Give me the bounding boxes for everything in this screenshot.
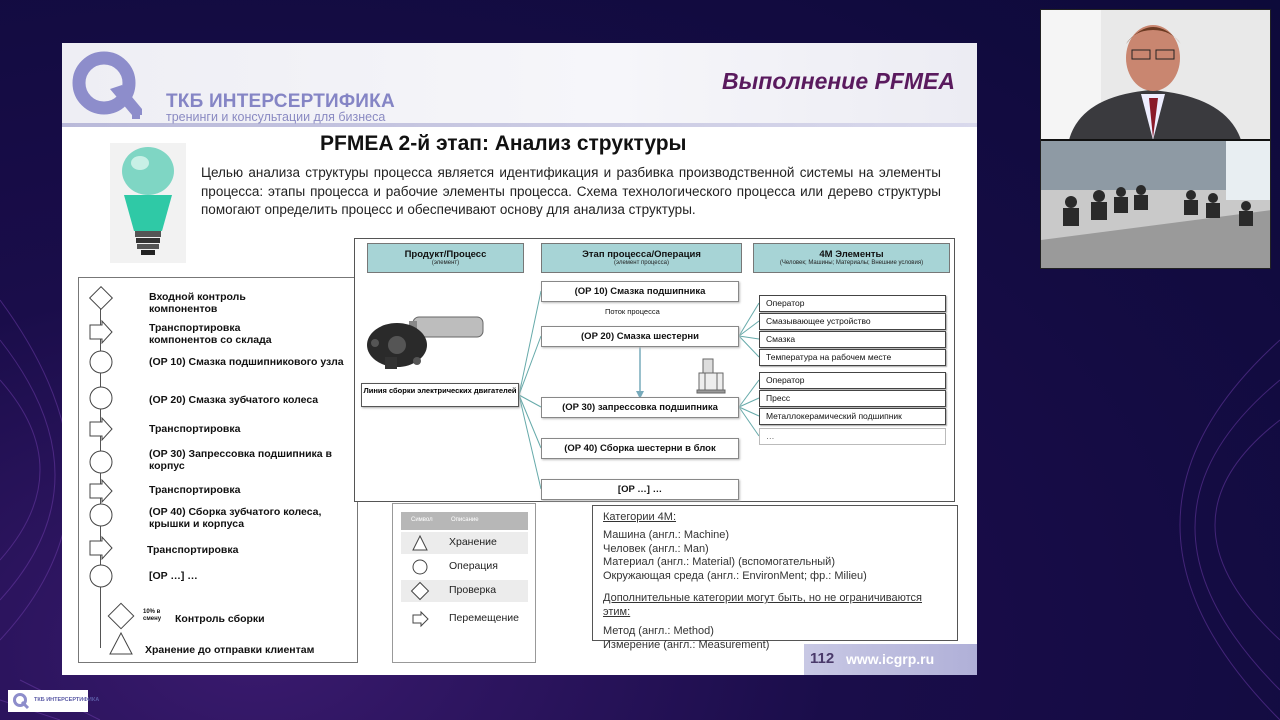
transport-arrow-icon [411,610,429,628]
legend-col-symbol: Символ [411,517,433,523]
circle-icon [87,384,115,412]
flow-step-label: Транспортировка [149,484,241,496]
circle-icon [87,448,115,476]
legend-row: Операция [401,556,528,578]
circle-icon [87,562,115,590]
logo-tagline: тренинги и консультации для бизнеса [166,110,386,124]
flow-step-label: Хранение до отправки клиентам [145,644,315,656]
website-url: www.icgrp.ru [846,651,935,667]
transport-arrow-icon [87,534,115,562]
header-product-process: Продукт/Процесс (элемент) [367,243,524,273]
webcam-video-feed [1041,10,1271,269]
category-item: Машина (англ.: Machine) [603,529,730,541]
diamond-icon [87,284,115,312]
bottom-logo: ТКБ ИНТЕРСЕРТИФИКА [8,690,88,712]
logo-q-icon [12,692,30,710]
operation-box-op30: (OP 30) запрессовка подшипника [541,397,739,418]
operation-box-op40: (OP 40) Сборка шестерни в блок [541,438,739,459]
flow-step-label: (OP 40) Сборка зубчатого колеса, крышки и корпуса [149,506,322,530]
flow-step-label: Транспортировка [149,423,241,435]
categories-4m-box [592,505,958,651]
structure-tree-diagram [354,238,955,502]
intro-paragraph: Целью анализа структуры процесса является идентификация и разбивка производственной системы на элементы процесса: этапы процесса и рабочие элементы процесса. Схема технологического процесса или дерево структуры помогают определить процесс и обеспечивают основу для анализа структуры. [201,165,941,217]
element-box: Металлокерамический подшипник [759,408,946,425]
flow-step-label: (OP 10) Смазка подшипникового узла [149,356,344,368]
lightbulb-icon [110,143,186,263]
slide-title: Выполнение PFMEA [722,68,955,94]
flow-step-label: [OP …] … [149,570,198,582]
process-flow-label: Поток процесса [605,307,660,316]
categories-title: Категории 4M: [603,511,677,523]
slide-footer [804,644,977,675]
element-box: Смазка [759,331,946,348]
element-box: … [759,428,946,445]
transport-arrow-icon [87,318,115,346]
logo-q-icon [70,49,144,123]
element-box: Пресс [759,390,946,407]
tree-connectors [355,239,956,503]
logo-company-name: ТКБ ИНТЕРСЕРТИФИКА [166,91,395,112]
category-item: Материал (англ.: Material) (вспомогательный) [603,556,835,568]
category-item: Человек (англ.: Man) [603,542,709,555]
element-box: Оператор [759,372,946,389]
element-box: Температура на рабочем месте [759,349,946,366]
section-title: PFMEA 2-й этап: Анализ структуры [320,132,687,155]
product-line-box: Линия сборки электрических двигателей [361,383,519,407]
category-item: Измерение (англ.: Measurement) [603,638,770,651]
circle-icon [87,501,115,529]
flow-step-label: (OP 30) Запрессовка подшипника в корпус [149,448,333,472]
circle-icon [411,558,429,576]
operation-box-op20: (OP 20) Смазка шестерни [541,326,739,347]
presentation-slide [62,43,977,675]
element-box: Смазывающее устройство [759,313,946,330]
page-number: 112 [810,650,835,667]
operation-box-op10: (OP 10) Смазка подшипника [541,281,739,302]
flow-step-label: Контроль сборки [175,613,265,625]
inspection-frequency-note: 10% в смену [143,609,162,622]
circle-icon [87,348,115,376]
triangle-icon [107,630,135,658]
triangle-icon [411,534,429,552]
legend-header [401,512,528,530]
legend-col-description: Описание [451,517,479,523]
category-item: Окружающая среда (англ.: EnvironMent; фр.: Milieu) [603,569,867,582]
operation-box-op-more: [OP …] … [541,479,739,500]
electric-motor-icon [367,317,483,369]
symbol-legend [392,503,536,663]
element-box: Оператор [759,295,946,312]
press-machine-icon [697,359,725,393]
flow-step-label: Входной контроль компонентов [149,291,246,315]
flow-step-label: (OP 20) Смазка зубчатого колеса [149,394,319,406]
diamond-icon [409,580,431,602]
webcam-panel [1040,9,1271,269]
diamond-icon [105,600,137,632]
categories-extra-title: Дополнительные категории могут быть, но не ограничиваются этим: [603,592,922,618]
header-4m-elements: 4M Элементы (Человек; Машины; Материалы; Внешние условия) [753,243,950,273]
legend-row: Проверка [401,580,528,602]
transport-arrow-icon [87,415,115,443]
flow-step-label: Транспортировка [147,544,239,556]
legend-row: Хранение [401,532,528,554]
category-item: Метод (англ.: Method) [603,625,714,637]
process-flow-chart [78,277,358,663]
legend-row: Перемещение [401,608,528,630]
flow-step-label: Транспортировка компонентов со склада [149,322,272,346]
header-process-step: Этап процесса/Операция (элемент процесса) [541,243,742,273]
